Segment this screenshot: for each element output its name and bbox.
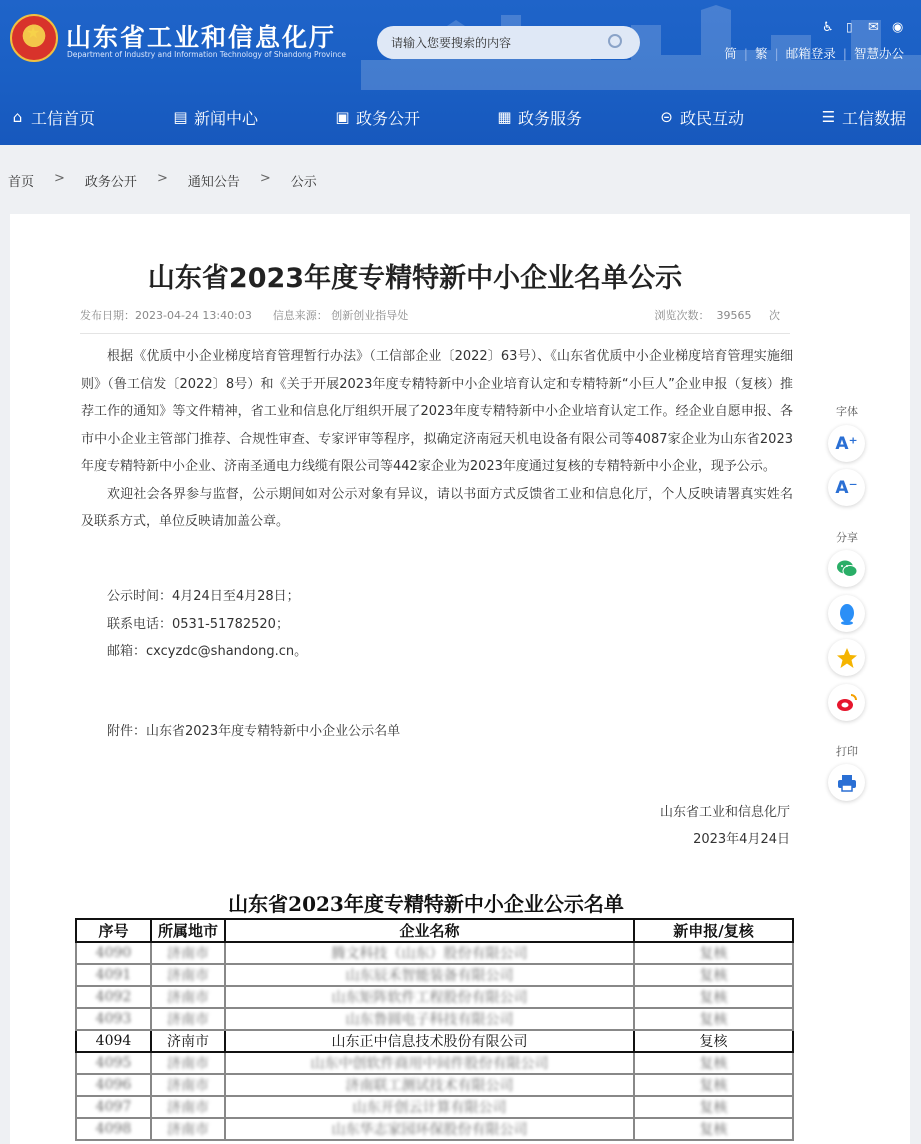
- table-cell-no: 4094: [76, 1030, 151, 1052]
- table-cell-city: 济南市: [151, 1008, 225, 1030]
- table-cell-type: 复核: [634, 1096, 793, 1118]
- divider: |: [743, 45, 749, 61]
- news-icon: ▤: [173, 108, 188, 126]
- service-icon: ▦: [497, 108, 512, 126]
- contact-email: 邮箱：cxcyzdc@shandong.cn。: [107, 644, 308, 659]
- publicity-period: 公示时间：4月24日至4月28日；: [107, 589, 300, 604]
- breadcrumb-notices[interactable]: 通知公告: [187, 175, 240, 190]
- main-nav: [0, 92, 921, 145]
- breadcrumb-home[interactable]: 首页: [8, 175, 35, 190]
- contact-phone: 联系电话：0531-51782520；: [107, 616, 289, 632]
- table-cell-name: 济南联工测试技术有限公司: [225, 1074, 634, 1096]
- table-row: [76, 964, 793, 986]
- table-cell-city: 济南市: [151, 1074, 225, 1096]
- meta-right: [655, 307, 780, 323]
- nav-label: 新闻中心: [194, 109, 259, 128]
- print-button[interactable]: [828, 764, 865, 801]
- divider: |: [842, 45, 847, 61]
- article-card: [10, 214, 910, 1144]
- table-cell-type: 复核: [634, 1008, 793, 1030]
- views-label: 浏览次数：: [654, 309, 710, 322]
- monitor-icon: ▣: [335, 108, 350, 126]
- table-cell-no: 4090: [76, 942, 151, 964]
- table-row: [76, 1096, 793, 1118]
- table-cell-type: 复核: [634, 942, 793, 964]
- table-body: [76, 942, 793, 1140]
- view-count: 39565: [716, 309, 752, 322]
- article-body: [81, 343, 793, 536]
- site-header: [0, 0, 921, 145]
- font-size-label: 字体: [836, 405, 858, 418]
- share-weibo-button[interactable]: [828, 684, 865, 721]
- table-cell-city: 济南市: [151, 1052, 225, 1074]
- table-row: [76, 942, 793, 964]
- attachment-link[interactable]: 附件：山东省2023年度专精特新中小企业公示名单: [107, 724, 401, 739]
- table-cell-name: 山东开创云计算有限公司: [225, 1096, 634, 1118]
- table-cell-type: 复核: [634, 1052, 793, 1074]
- share-wechat-button[interactable]: [828, 550, 865, 587]
- table-cell-type: 复核: [634, 1030, 793, 1052]
- mailbox-login-link[interactable]: 邮箱登录: [785, 46, 836, 61]
- home-icon: ⌂: [12, 108, 23, 126]
- table-row: [76, 1074, 793, 1096]
- breadcrumb: [8, 171, 317, 190]
- site-subtitle: Department of Industry and Information Technology of Shandong Province: [67, 50, 346, 59]
- paragraph: 根据《优质中小企业梯度培育管理暂行办法》（工信部企业〔2022〕63号）、《山东省优质中小企业梯度培育管理实施细则》（鲁工信发〔2022〕8号）和《关于开展2023年度专精特新中小企业培育认定和专精特新“小巨人”企业申报（复核）推荐工作的通知》等文件精神，省工业和信息化厅组织开展了2023年度专精特新中小企业培育认定工作。经企业自愿申报、各市中小企业主管部门推荐、合规性审查、专家评审等程序，拟确定济南冠天机电设备有限公司等4087家企业为山东省2023年度专精特新中小企业、济南圣通电力线缆有限公司等442家企业为2023年度通过复核的专精特新中小企业，现予公示。: [81, 349, 793, 474]
- article-title: 山东省2023年度专精特新中小企业名单公示: [147, 263, 683, 294]
- table-cell-no: 4098: [76, 1118, 151, 1140]
- table-row: [76, 986, 793, 1008]
- search-icon[interactable]: [608, 34, 622, 48]
- table-cell-name: 山东正中信息技术股份有限公司: [225, 1030, 634, 1052]
- site-title: 山东省工业和信息化厅: [66, 23, 337, 52]
- divider: [80, 333, 790, 334]
- table-cell-no: 4093: [76, 1008, 151, 1030]
- chat-icon: ⊝: [660, 108, 673, 126]
- table-cell-no: 4097: [76, 1096, 151, 1118]
- table-row: [76, 1030, 793, 1052]
- contact-info: [107, 583, 307, 666]
- table-cell-type: 复核: [634, 1074, 793, 1096]
- weibo-icon: [836, 693, 858, 713]
- table-cell-type: 复核: [634, 986, 793, 1008]
- paragraph: 欢迎社会各界参与监督，公示期间如对公示对象有异议，请以书面方式反馈省工业和信息化厅，个人反映请署真实姓名及联系方式，单位反映请加盖公章。: [81, 486, 793, 529]
- database-icon: ☰: [821, 108, 836, 126]
- breadcrumb-separator: >: [54, 171, 65, 186]
- qzone-icon: [836, 647, 858, 669]
- accessibility-tools: [0, 20, 921, 36]
- views-unit: 次: [769, 309, 780, 322]
- smart-office-link[interactable]: 智慧办公: [853, 46, 904, 61]
- simplified-chinese-link[interactable]: 简: [724, 46, 737, 61]
- column-header: 企业名称: [225, 919, 634, 942]
- breadcrumb-publicity[interactable]: 公示: [290, 175, 317, 190]
- table-cell-name: 腾文科技（山东）股份有限公司: [225, 942, 634, 964]
- breadcrumb-separator: >: [259, 171, 271, 186]
- share-qq-button[interactable]: [828, 595, 865, 632]
- table-title: 山东省2023年度专精特新中小企业公示名单: [228, 892, 624, 916]
- nav-interaction[interactable]: [658, 106, 744, 129]
- wechat-small-icon[interactable]: ✉: [868, 20, 879, 35]
- table-cell-type: 复核: [634, 964, 793, 986]
- print-label: 打印: [836, 745, 858, 758]
- table-cell-city: 济南市: [151, 986, 225, 1008]
- weibo-small-icon[interactable]: ◉: [892, 20, 904, 35]
- table-cell-no: 4092: [76, 986, 151, 1008]
- share-label: 分享: [836, 531, 858, 544]
- nav-government-services[interactable]: [496, 106, 582, 129]
- qq-icon: [838, 603, 856, 625]
- printer-icon: [837, 774, 857, 792]
- table-cell-city: 济南市: [151, 1118, 225, 1140]
- table-cell-city: 济南市: [151, 1096, 225, 1118]
- column-header: 新申报/复核: [634, 919, 793, 942]
- nav-label: 政民互动: [680, 109, 745, 128]
- info-source: 信息来源： 创新创业指导处: [272, 309, 409, 322]
- wechat-icon: [836, 559, 858, 579]
- column-header: 序号: [76, 919, 151, 942]
- nav-government-affairs[interactable]: [334, 106, 420, 129]
- font-decrease-button[interactable]: A⁻: [828, 469, 865, 506]
- divider: |: [774, 45, 779, 61]
- top-links: [717, 44, 911, 62]
- table-cell-name: 山东鲁圆电子科技有限公司: [225, 1008, 634, 1030]
- mobile-icon[interactable]: ▯: [846, 20, 853, 34]
- table-cell-no: 4091: [76, 964, 151, 986]
- table-cell-city: 济南市: [151, 942, 225, 964]
- table-cell-city: 济南市: [151, 964, 225, 986]
- share-qzone-button[interactable]: [828, 639, 865, 676]
- publish-date: 发布日期：2023-04-24 13:40:03: [80, 309, 252, 322]
- accessibility-icon[interactable]: ♿: [822, 20, 834, 35]
- table-cell-city: 济南市: [151, 1030, 225, 1052]
- table-cell-name: 山东华志家园环保股份有限公司: [225, 1118, 634, 1140]
- table-row: [76, 1052, 793, 1074]
- nav-data[interactable]: [820, 106, 906, 129]
- table-header-row: [76, 919, 793, 942]
- nav-label: 政务服务: [518, 109, 583, 128]
- nav-home[interactable]: [9, 106, 95, 129]
- table-cell-name: 山东矩阵软件工程股份有限公司: [225, 986, 634, 1008]
- table-row: [76, 1118, 793, 1140]
- nav-label: 工信首页: [31, 109, 96, 128]
- sign-date: 2023年4月24日: [693, 832, 790, 847]
- nav-news[interactable]: [172, 106, 258, 129]
- signature: 山东省工业和信息化厅: [659, 805, 790, 820]
- company-list-table: [75, 918, 794, 1141]
- breadcrumb-separator: >: [156, 171, 168, 186]
- table-row: [76, 1008, 793, 1030]
- breadcrumb-government-affairs[interactable]: 政务公开: [84, 175, 137, 190]
- traditional-chinese-link[interactable]: 繁: [755, 46, 768, 61]
- nav-label: 工信数据: [842, 109, 907, 128]
- table-cell-name: 山东中创软件商用中间件股份有限公司: [225, 1052, 634, 1074]
- table-cell-type: 复核: [634, 1118, 793, 1140]
- meta-left: [80, 307, 408, 323]
- table-cell-name: 山东辰禾智能装备有限公司: [225, 964, 634, 986]
- signature-block: [660, 799, 790, 853]
- column-header: 所属地市: [151, 919, 225, 942]
- table-cell-no: 4096: [76, 1074, 151, 1096]
- table-cell-no: 4095: [76, 1052, 151, 1074]
- nav-label: 政务公开: [356, 109, 421, 128]
- font-increase-button[interactable]: A⁺: [828, 425, 865, 462]
